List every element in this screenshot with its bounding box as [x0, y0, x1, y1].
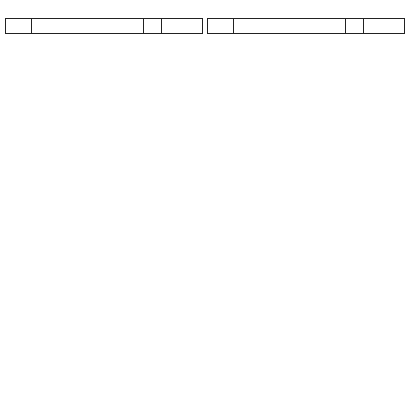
column-header-position [6, 19, 32, 34]
column-header-position [208, 19, 234, 34]
header-row [208, 19, 405, 34]
table-body [6, 34, 203, 386]
parts-list-right [207, 18, 405, 386]
column-header-note [363, 19, 404, 34]
column-header-qty [143, 19, 161, 34]
column-header-note [161, 19, 202, 34]
column-header-qty [345, 19, 363, 34]
header-row [6, 19, 203, 34]
column-header-name [31, 19, 143, 34]
parts-list-left [5, 18, 203, 386]
table-body [208, 34, 405, 386]
parts-list-sheet [5, 18, 405, 386]
column-header-name [233, 19, 345, 34]
